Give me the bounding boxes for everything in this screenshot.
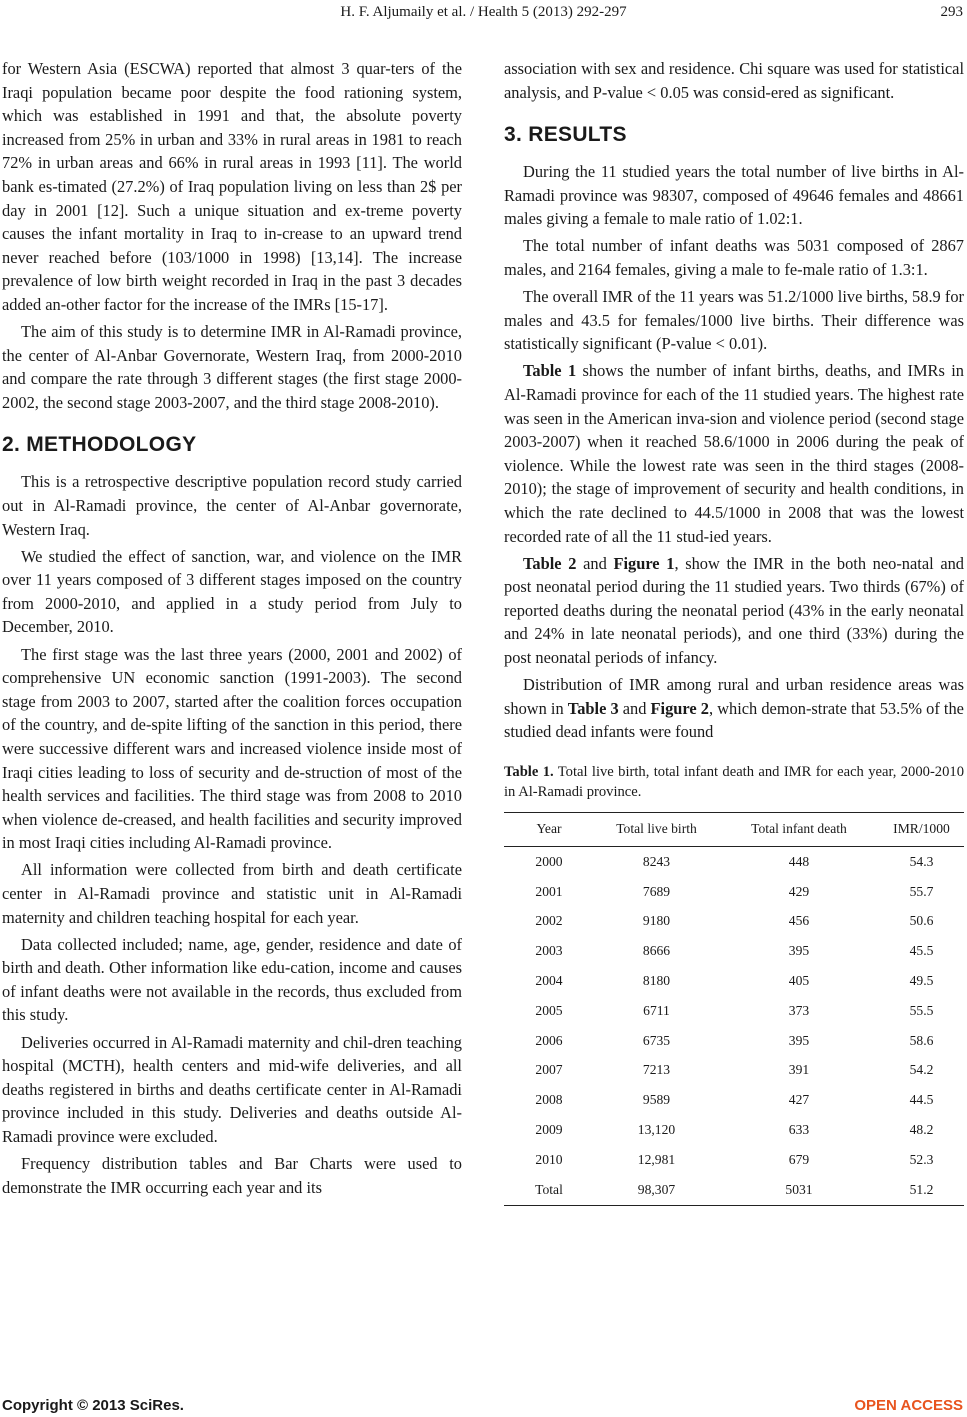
paragraph: for Western Asia (ESCWA) reported that almost 3 quar-ters of the Iraqi population became poor despite the food rationing system, which was established in 1991 and that, the absolute poverty increased from 25% in urban and 33% in rural areas in 1981 to reach 72% in urban areas and 66% in rural areas in 1993 [11]. The world bank es-timated (27.2%) of Iraq population living on less than 2$ per day in 2001 [12]. Such a unique situation and ex-treme poverty causes the infant mortality in Iraq to in-crease to an upward trend never reached before (103/1000 in 1998) [13,14]. The increase prevalence of low birth weight recorded in Iraq in the past 3 decades added an-other factor for the increase of the IMRs [15-17]. [2,59,462,314]
table-cell: 5031 [719,1175,879,1205]
paragraph: During the 11 studied years the total number of live births in Al-Ramadi province was 98307, composed of 49646 females and 48661 males giving a female to male ratio of 1.02:1. [504,162,964,229]
paragraph: Data collected included; name, age, gender, residence and date of birth and death. Other information like edu-cation, income and causes of infant deaths were not available in the records, thus excluded from this study. [2,934,462,1025]
caption-text: Total live birth, total infant death and IMR for each year, 2000-2010 in Al-Ramadi province. [504,763,964,800]
table-cell: 8180 [642,973,671,989]
table-row [504,1145,964,1175]
table-cell: 2007 [535,1062,563,1078]
table-header-row [504,812,964,846]
data-table [504,812,964,1206]
table-cell: 395 [788,1032,810,1048]
figure-ref: Figure 1 [613,553,675,573]
table-cell: 2002 [535,913,563,929]
paragraph: The total number of infant deaths was 5031 composed of 2867 males, and 2164 females, giving a male to fe-male ratio of 1.3:1. [504,236,964,280]
table-cell: 54.3 [909,853,934,869]
table-cell: 50.6 [909,913,934,929]
table-row [504,966,964,996]
table-body [504,846,964,1205]
table-cell: 448 [788,853,810,869]
paragraph: We studied the effect of sanction, war, and violence on the IMR over 11 years composed of 3 different stages imposed on the country from 2000-2010, and applied in a study period from July to December, 2010. [2,546,462,637]
table-cell: 2005 [535,1002,563,1018]
table-row [504,877,964,907]
table-row [504,1026,964,1056]
paragraph: This is a retrospective descriptive population record study carried out in Al-Ramadi province, the center of Al-Anbar governorate, Western Iraq. [2,472,462,539]
column-header: Total live birth [594,812,719,846]
table-cell: 7213 [642,1062,671,1078]
table-cell: 51.2 [879,1175,964,1205]
table-row [504,1115,964,1145]
table-cell: 45.5 [909,943,934,959]
table-cell: 2010 [535,1151,563,1167]
table-cell: 58.6 [909,1032,934,1048]
table-row [504,1175,964,1205]
column-header: Year [504,812,594,846]
paragraph-text: Distribution of IMR among rural and urban residence areas was shown in [504,675,964,718]
right-column [504,57,964,1206]
table-cell: 395 [788,943,810,959]
paragraph: association with sex and residence. Chi square was used for statistical analysis, and P-value < 0.05 was consid-ered as significant. [504,59,964,102]
table-ref: Table 1 [523,361,577,381]
table-cell: 54.2 [909,1062,934,1078]
table-cell: 55.7 [909,883,934,899]
table-row [504,846,964,876]
table-cell: 2006 [535,1032,563,1048]
table-cell: 44.5 [909,1092,934,1108]
table-cell: 7689 [642,883,671,899]
paragraph-text: , which demon-strate that 53.5% of the studied dead infants were found [504,698,964,742]
paragraph [504,552,964,670]
table-caption [504,762,964,802]
section-heading-results: 3. RESULTS [504,123,627,147]
table-cell: 2001 [535,883,563,899]
table-cell: 9180 [642,913,671,929]
table-cell: 2000 [535,853,563,869]
page-number: 293 [940,4,963,20]
table-cell: 2004 [535,973,563,989]
table-cell: 373 [788,1002,810,1018]
column-header: IMR/1000 [879,812,964,846]
paragraph: All information were collected from birth and death certificate center in Al-Ramadi province and statistic unit in Al-Ramadi maternity and children teaching hospital for each year. [2,860,462,927]
table-cell: 9589 [642,1092,671,1108]
table-cell: Total [504,1175,594,1205]
table-cell: 12,981 [637,1151,676,1167]
column-header: Total infant death [719,812,879,846]
table-cell: 427 [788,1092,810,1108]
table-cell: 2003 [535,943,563,959]
table-cell: 6735 [642,1032,671,1048]
paragraph-text: and [618,698,651,718]
section-heading-methodology: 2. METHODOLOGY [2,433,197,457]
table-cell: 8243 [642,853,671,869]
table-cell: 429 [788,883,810,899]
table-cell: 633 [788,1122,810,1137]
table-label: Table 1. [504,763,554,780]
open-access-label: OPEN ACCESS [854,1397,963,1414]
paragraph: The overall IMR of the 11 years was 51.2/1000 live births, 58.9 for males and 43.5 for females/1000 live births. Their difference was statistically significant (P-value < 0.01). [504,287,964,354]
copyright-footer: Copyright © 2013 SciRes. [2,1397,184,1414]
paragraph [504,673,964,744]
paragraph [504,359,964,548]
paragraph: The aim of this study is to determine IMR in Al-Ramadi province, the center of Al-Anbar Governorate, Western Iraq, from 2000-2010 and compare the rate through 3 different stages (the first stage 2000-2002, the second stage 2003-2007, and the third stage 2008-2010). [2,322,462,412]
table-row [504,1085,964,1115]
table-row [504,996,964,1026]
table-cell: 456 [788,913,810,929]
paragraph: Deliveries occurred in Al-Ramadi maternity and chil-dren teaching hospital (MCTH), health centers and mid-wife deliveries, and all deaths registered in births and deaths certificate center in Al-Ramadi province included in this study. Deliveries and deaths outside Al-Ramadi province were excluded. [2,1032,462,1146]
paragraph: The first stage was the last three years (2000, 2001 and 2002) of comprehensive UN economic sanction (1991-2003). The second stage from 2003 to 2007, started after the coalition forces occupation of the country, and de-spite lifting of the sanction in this period, there were successive different wars and increased violence inside most of Iraqi cities leading to loss of security and de-struction of most of the health services and facilities. The third stage was from 2008 to 2010 when violence de-creased, and health facilities and security improved in most Iraqi cities including Al-Ramadi province. [2,644,462,853]
table-cell: 52.3 [909,1151,934,1167]
paragraph: Frequency distribution tables and Bar Charts were used to demonstrate the IMR occurring each year and its [2,1154,462,1197]
figure-ref: Figure 2 [650,698,709,718]
paragraph-text: and [576,553,614,573]
table-row [504,936,964,966]
table-row [504,907,964,937]
paragraph-text: , show the IMR in the both neo-natal and post neonatal period during the 11 studied years. Two thirds (67%) of reported deaths during the neonatal period (43% in the early neonatal and 24% in late neonatal periods), and one third (33%) during the post neonatal periods of infancy. [504,553,964,668]
left-column [2,57,462,1203]
table-cell: 2009 [535,1122,563,1137]
table-ref: Table 3 [567,698,619,718]
table-cell: 8666 [642,943,671,959]
table-cell: 391 [788,1062,810,1078]
table-cell: 405 [788,973,810,989]
table-row [504,1056,964,1086]
table-cell: 48.2 [909,1122,934,1137]
table-cell: 2008 [535,1092,563,1108]
table-cell: 98,307 [594,1175,719,1205]
running-head: H. F. Aljumaily et al. / Health 5 (2013) 292-297 [340,4,627,20]
table-ref: Table 2 [523,553,577,573]
table-cell: 49.5 [909,973,934,989]
table-cell: 13,120 [637,1122,676,1137]
paragraph-text: shows the number of infant births, deaths, and IMRs in Al-Ramadi province for each of the 11 studied years. The highest rate was seen in the American inva-sion and violence period (second stage 2003-2007) when it reached 58.6/1000 in 2006 during the peak of violence. While the lowest rate was seen in the third stages (2008-2010); the stage of improvement of security and health conditions, in which the rate declined to 44.5/1000 in 2008 that was the lowest recorded rate of all the 11 stud-ied years. [504,361,964,546]
table-cell: 679 [788,1151,810,1167]
table-cell: 6711 [643,1002,670,1018]
table-cell: 55.5 [909,1002,934,1018]
